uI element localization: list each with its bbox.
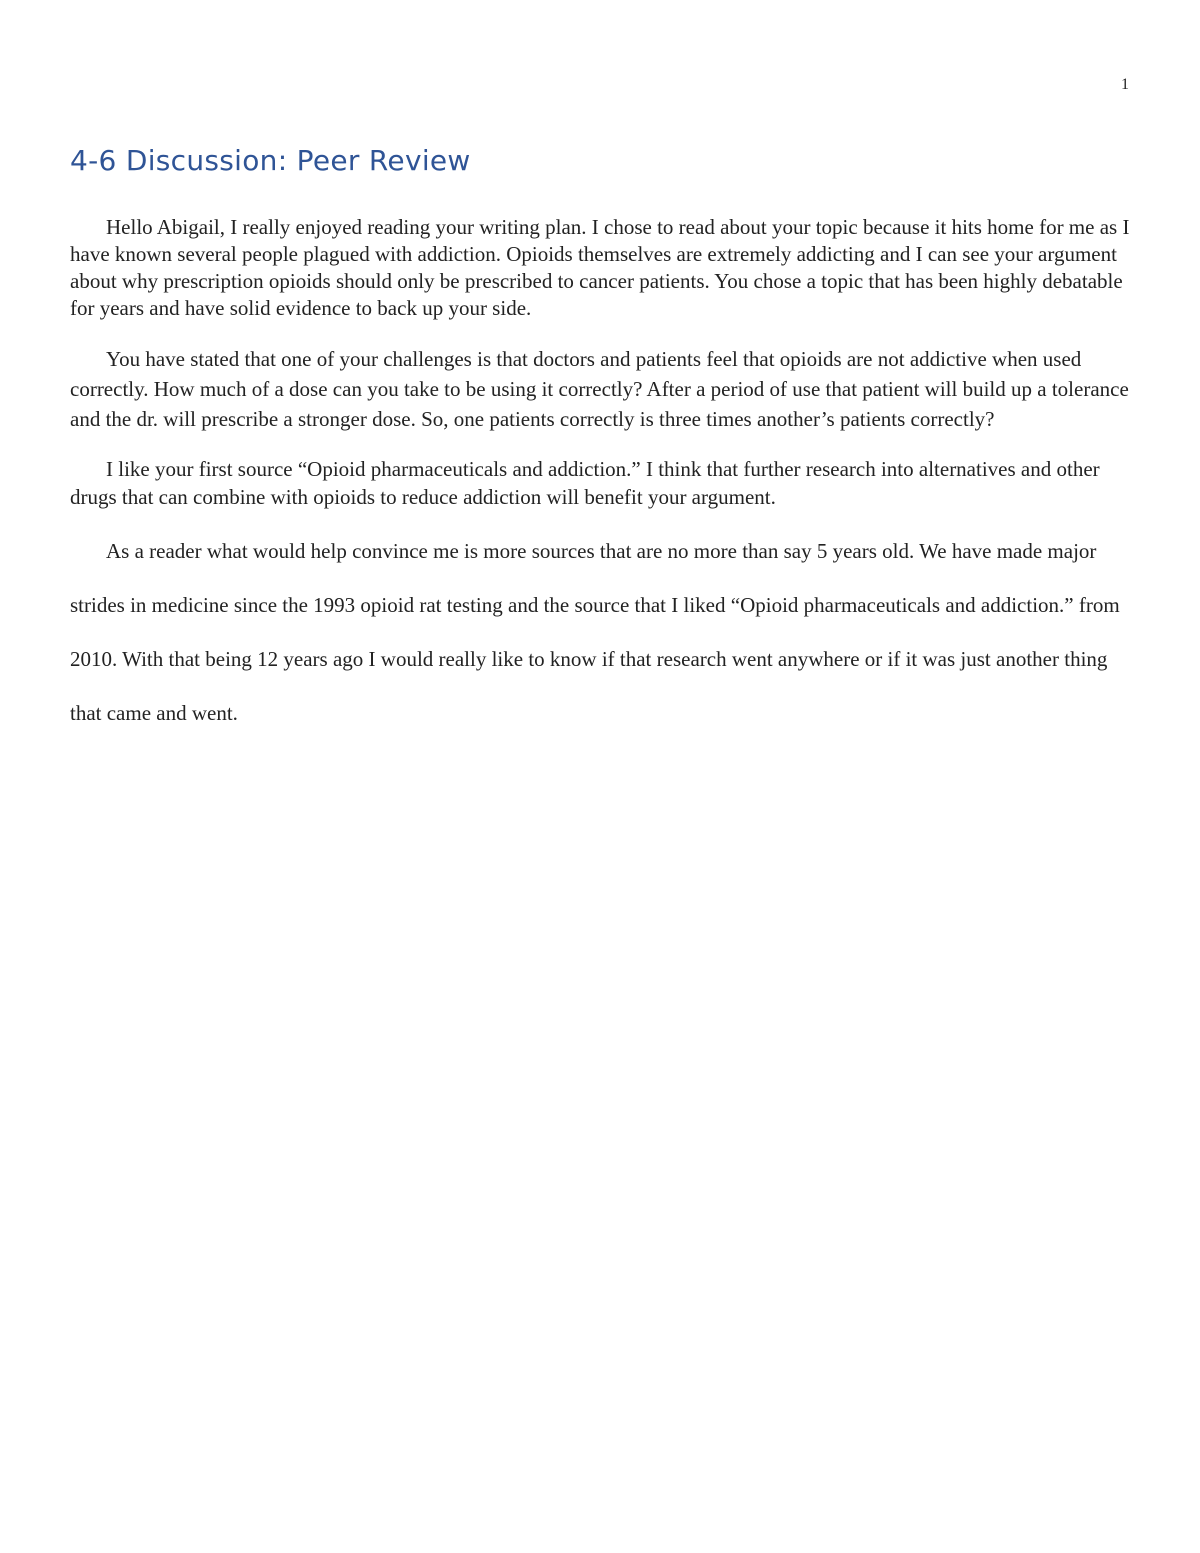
document-body [70,214,1132,740]
paragraph-first-source: I like your first source “Opioid pharmaceuticals and addiction.” I think that further research into alternatives and other drugs that can combine with opioids to reduce addiction will benefit your argument. [70,457,1100,509]
page-number: 1 [1121,76,1129,93]
paragraph-challenges: You have stated that one of your challenges is that doctors and patients feel that opioids are not addictive when used correctly. How much of a dose can you take to be using it correctly? After a period of use that patient will build up a tolerance and the dr. will prescribe a stronger dose. So, one patients correctly is three times another’s patients correctly? [70,347,1129,431]
document-title: 4-6 Discussion: Peer Review [70,144,471,177]
paragraph-reader-feedback: As a reader what would help convince me is more sources that are no more than say 5 years old. We have made major strides in medicine since the 1993 opioid rat testing and the source that I liked “Opioid pharmaceuticals and addiction.” from 2010. With that being 12 years ago I would really like to know if that research went anywhere or if it was just another thing that came and went. [70,539,1120,725]
paragraph-intro: Hello Abigail, I really enjoyed reading your writing plan. I chose to read about your topic because it hits home for me as I have known several people plagued with addiction. Opioids themselves are extremely addicting and I can see your argument about why prescription opioids should only be prescribed to cancer patients. You chose a topic that has been highly debatable for years and have solid evidence to back up your side. [70,215,1130,320]
